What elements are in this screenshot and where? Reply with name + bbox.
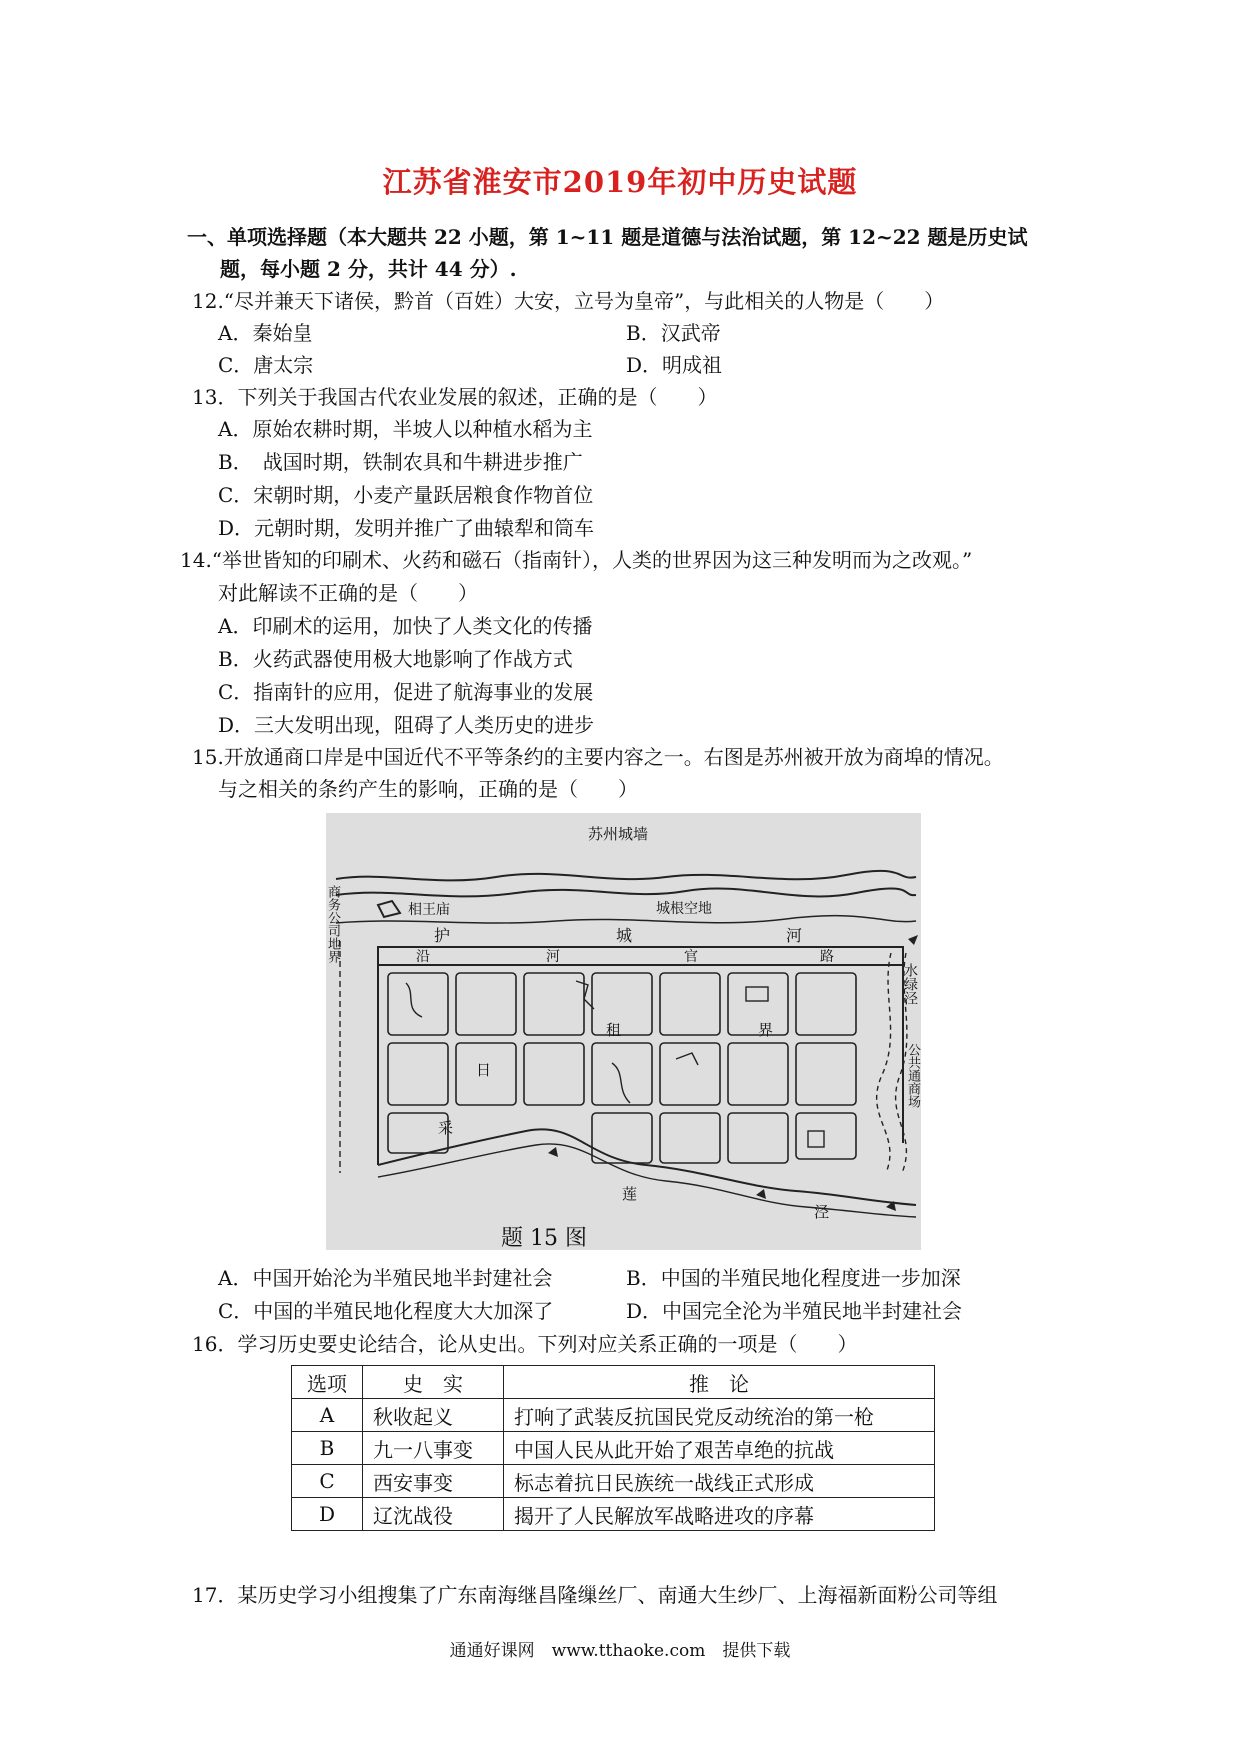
q14-option-a: A．印刷术的运用，加快了人类文化的传播 bbox=[218, 614, 593, 638]
q16-table bbox=[291, 1365, 935, 1531]
map-label-temple: 相王庙 bbox=[408, 902, 450, 918]
map-caption: 题 15 图 bbox=[501, 1226, 587, 1250]
q14-stem: 14.“举世皆知的印刷术、火药和磁石（指南针），人类的世界因为这三种发明而为之改观。” bbox=[180, 548, 973, 572]
map-label-moat-2: 城 bbox=[616, 926, 633, 945]
map-label-road-3: 官 bbox=[684, 949, 698, 965]
q14-option-b: B．火药武器使用极大地影响了作战方式 bbox=[218, 647, 573, 671]
table-cell: A bbox=[292, 1399, 363, 1432]
map-label-wall: 苏州城墙 bbox=[588, 825, 649, 843]
q15-option-a: A．中国开始沦为半殖民地半封建社会 bbox=[218, 1266, 553, 1290]
map-label-vacant: 城根空地 bbox=[656, 901, 712, 917]
q16-stem: 16．学习历史要史论结合，论从史出。下列对应关系正确的一项是（ ） bbox=[192, 1332, 858, 1356]
map-label-road-2: 河 bbox=[546, 949, 560, 965]
table-cell: 标志着抗日民族统一战线正式形成 bbox=[504, 1465, 935, 1498]
table-header-row bbox=[292, 1366, 935, 1399]
q13-stem: 13．下列关于我国古代农业发展的叙述，正确的是（ ） bbox=[192, 385, 718, 409]
table-cell: C bbox=[292, 1465, 363, 1498]
map-label-jp-3: 界 bbox=[758, 1021, 774, 1039]
page-title: 江苏省淮安市2019年初中历史试题 bbox=[382, 165, 858, 199]
q13-option-b: B． 战国时期，铁制农具和牛耕进步推广 bbox=[218, 450, 583, 474]
table-cell: 打响了武装反抗国民党反动统治的第一枪 bbox=[504, 1399, 935, 1432]
map-label-south-1: 采 bbox=[438, 1119, 454, 1137]
suzhou-map-figure bbox=[326, 813, 921, 1250]
q15-option-d: D．中国完全沦为半殖民地半封建社会 bbox=[626, 1299, 963, 1323]
q12-option-d: D．明成祖 bbox=[626, 353, 723, 377]
q12-stem: 12.“尽并兼天下诸侯，黔首（百姓）大安，立号为皇帝”，与此相关的人物是（ ） bbox=[192, 289, 945, 313]
q14-option-d: D．三大发明出现，阻碍了人类历史的进步 bbox=[218, 713, 595, 737]
table-header-cell: 史 实 bbox=[363, 1366, 504, 1399]
q15-option-c: C．中国的半殖民地化程度大大加深了 bbox=[218, 1299, 554, 1323]
table-header-cell: 推 论 bbox=[504, 1366, 935, 1399]
q15-stem-cont: 与之相关的条约产生的影响，正确的是（ ） bbox=[218, 777, 638, 801]
q13-option-d: D．元朝时期，发明并推广了曲辕犁和筒车 bbox=[218, 516, 595, 540]
section-heading-cont: 题，每小题 2 分，共计 44 分）. bbox=[220, 257, 517, 281]
map-label-west-boundary: 商务公司地界 bbox=[325, 885, 340, 963]
map-label-jp-1: 日 bbox=[476, 1061, 492, 1079]
table-cell: 九一八事变 bbox=[363, 1432, 504, 1465]
table-cell: D bbox=[292, 1498, 363, 1531]
table-header-cell: 选项 bbox=[292, 1366, 363, 1399]
map-label-east-road: 水绿泾 bbox=[902, 963, 918, 1005]
table-cell: 揭开了人民解放军战略进攻的序幕 bbox=[504, 1498, 935, 1531]
map-label-south-3: 泾 bbox=[814, 1203, 830, 1221]
table-cell: 中国人民从此开始了艰苦卓绝的抗战 bbox=[504, 1432, 935, 1465]
q12-option-c: C．唐太宗 bbox=[218, 353, 314, 377]
table-cell: B bbox=[292, 1432, 363, 1465]
q13-option-c: C．宋朝时期，小麦产量跃居粮食作物首位 bbox=[218, 483, 594, 507]
table-cell: 西安事变 bbox=[363, 1465, 504, 1498]
map-label-road-4: 路 bbox=[820, 949, 834, 965]
section-heading: 一、单项选择题（本大题共 22 小题，第 1~11 题是道德与法治试题，第 12~22 题是历史试 bbox=[187, 225, 1028, 249]
suzhou-map bbox=[326, 813, 921, 1250]
table-cell: 秋收起义 bbox=[363, 1399, 504, 1432]
q13-option-a: A．原始农耕时期，半坡人以种植水稻为主 bbox=[218, 417, 593, 441]
table-row bbox=[292, 1399, 935, 1432]
q17-stem: 17．某历史学习小组搜集了广东南海继昌隆缫丝厂、南通大生纱厂、上海福新面粉公司等组 bbox=[192, 1583, 998, 1607]
table-row bbox=[292, 1498, 935, 1531]
q14-option-c: C．指南针的应用，促进了航海事业的发展 bbox=[218, 680, 594, 704]
map-label-moat-3: 河 bbox=[786, 926, 803, 945]
q12-option-a: A．秦始皇 bbox=[218, 321, 313, 345]
map-label-south-2: 莲 bbox=[622, 1185, 638, 1203]
table-row bbox=[292, 1432, 935, 1465]
footer-text: 通通好课网 www.tthaoke.com 提供下载 bbox=[449, 1641, 791, 1661]
table-cell: 辽沈战役 bbox=[363, 1498, 504, 1531]
q15-option-b: B．中国的半殖民地化程度进一步加深 bbox=[626, 1266, 961, 1290]
map-label-road-1: 沿 bbox=[416, 949, 430, 965]
q14-stem-cont: 对此解读不正确的是（ ） bbox=[218, 581, 478, 605]
map-label-public-market: 公共通商场 bbox=[905, 1043, 920, 1108]
map-label-moat-1: 护 bbox=[434, 926, 451, 945]
q15-stem: 15.开放通商口岸是中国近代不平等条约的主要内容之一。右图是苏州被开放为商埠的情况。 bbox=[192, 745, 1004, 769]
map-label-jp-2: 租 bbox=[606, 1021, 622, 1039]
q12-option-b: B．汉武帝 bbox=[626, 321, 721, 345]
table-row bbox=[292, 1465, 935, 1498]
